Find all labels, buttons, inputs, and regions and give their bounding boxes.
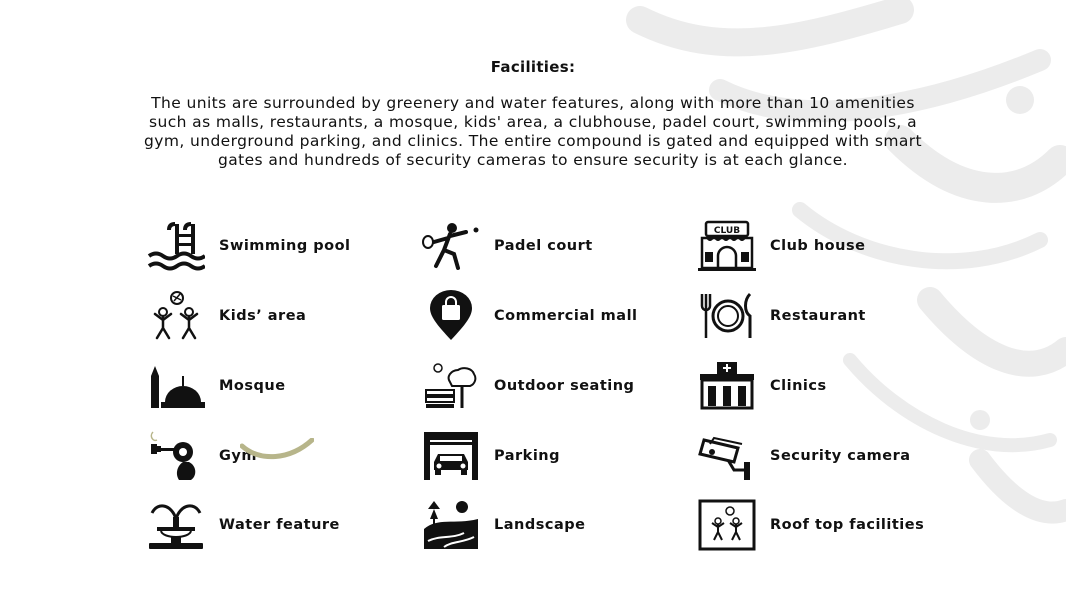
facility-outdoor-seating	[420, 356, 634, 416]
description-text: The units are surrounded by greenery and water features, along with more than 10 amenities such as malls, restaurants, a mosque, kids' area, a clubhouse, padel court, swimming pools, a gym, underground parking, and clinics. The entire compound is gated and equipped with smart gates and hundreds of security cameras to ensure security is at each glance.	[144, 94, 922, 169]
facility-kids-area	[145, 286, 306, 346]
facility-security-camera	[696, 426, 911, 486]
shopping-bag-pin-icon	[420, 288, 482, 344]
facility-mosque	[145, 356, 286, 416]
rooftop-kids-icon	[696, 497, 758, 553]
facility-label: Restaurant	[770, 308, 866, 324]
club-sign-text: CLUB	[713, 226, 741, 236]
swimming-pool-icon	[145, 218, 207, 274]
facility-label: Water feature	[219, 517, 340, 533]
mosque-icon	[145, 358, 207, 414]
fountain-icon	[145, 497, 207, 553]
clinic-building-icon	[696, 358, 758, 414]
facility-swimming-pool	[145, 216, 351, 276]
cctv-camera-icon	[696, 428, 758, 484]
facility-label: Mosque	[219, 378, 286, 394]
facility-label: Clinics	[770, 378, 827, 394]
page-title: Facilities:	[490, 58, 576, 76]
facility-commercial-mall	[420, 286, 638, 346]
facility-water-feature	[145, 495, 340, 555]
fork-plate-knife-icon	[696, 288, 758, 344]
facility-padel-court	[420, 216, 593, 276]
facility-roof-top	[696, 495, 924, 555]
facility-label: Landscape	[494, 517, 586, 533]
facility-label: Swimming pool	[219, 238, 351, 254]
garage-car-icon	[420, 428, 482, 484]
facility-label: Commercial mall	[494, 308, 638, 324]
facility-label: Outdoor seating	[494, 378, 635, 394]
facility-clinics	[696, 356, 827, 416]
facility-label: Padel court	[494, 238, 593, 254]
facility-label: Club house	[770, 238, 866, 254]
facility-label: Security camera	[770, 448, 911, 464]
facility-parking	[420, 426, 560, 486]
landscape-icon	[420, 497, 482, 553]
facility-label: Parking	[494, 448, 560, 464]
facility-label: Gym	[219, 448, 257, 464]
facility-restaurant	[696, 286, 866, 346]
bench-tree-icon	[420, 358, 482, 414]
padel-player-icon	[420, 218, 482, 274]
facility-label: Roof top facilities	[770, 517, 925, 533]
facility-label: Kids’ area	[219, 308, 307, 324]
facility-club-house	[696, 216, 865, 276]
kids-playing-icon	[145, 288, 207, 344]
dumbbell-icon	[145, 428, 207, 484]
club-building-icon	[696, 218, 758, 274]
facility-landscape	[420, 495, 585, 555]
swoosh-decoration	[240, 438, 314, 462]
